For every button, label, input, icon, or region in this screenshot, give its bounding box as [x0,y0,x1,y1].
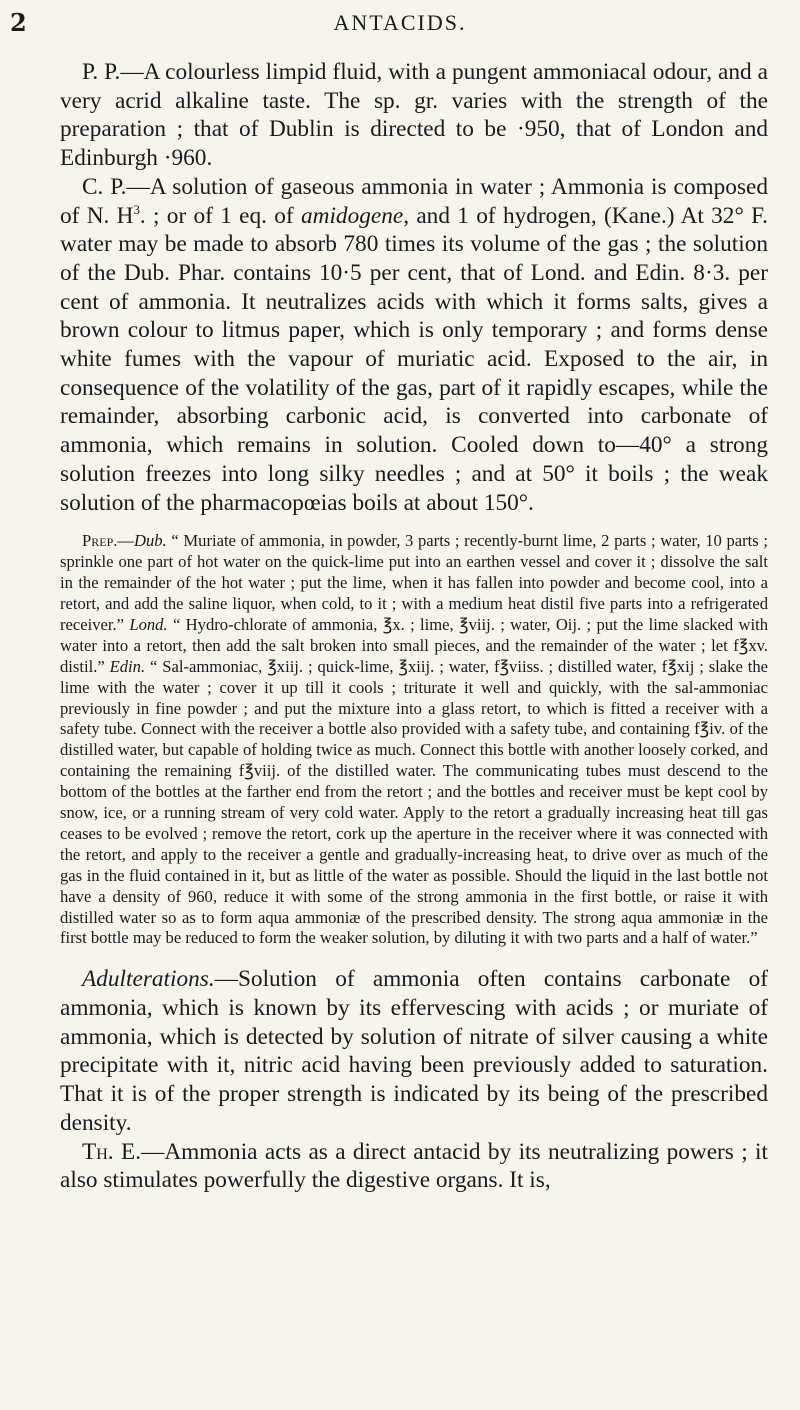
pp-text: —A colourless limpid fluid, with a pungent ammoniacal odour, and a very acrid alkaline taste. The sp. gr. varies with the strength of the preparation ; that of Dublin is directed to be ·950, that of London and Edinburgh ·960. [60,59,768,172]
pp-label: P. P. [82,59,121,85]
page-body [60,58,768,1195]
prep-edin: Edin. [109,656,146,676]
paragraph-adulterations [60,965,768,1137]
cp-text-2: . ; or of 1 eq. of [139,202,301,229]
paragraph-prep [60,531,768,949]
prep-label: Prep. [82,531,118,551]
page-number: 2 [10,8,27,37]
cp-amidogene: amidogene [300,202,404,229]
paragraph-th [60,1138,768,1195]
running-head: ANTACIDS. [333,10,467,35]
cp-label: C. P. [82,173,127,200]
adulterations-label: Adulterations. [82,966,215,993]
prep-dub: Dub. [133,531,167,551]
prep-dash: — [117,531,134,551]
prep-lond: Lond. [129,614,168,634]
prep-text-3: “ Sal-ammoniac, ℥xiij. ; quick-lime, ℥xiij. ; water, f℥viiss. ; distilled water, f℥xij ; slake the lime with the water ; cover it up till it cools ; triturate it well and quickly, with the sal-ammoniac previously in fine powder ; and put the mixture into a glass retort, to which is fitted a receiver with a safety tube. Connect with the receiver a bottle also provided with a safety tube, and containing f℥iv. of the distilled water, but capable of holding twice as much. Connect this bottle with another loosely corked, and containing the remaining f℥viij. of the distilled water. The communicating tubes must descend to the bottom of the bottles at the farther end from the retort ; and the bottles and receiver must be kept cool by snow, ice, or a running stream of very cold water. Apply to the retort a gradually increasing heat till gas ceases to be evolved ; remove the retort, cork up the aperture in the receiver where it was connected with the retort, and apply to the receiver a gentle and gradually-increasing heat, to drive over as much of the gas in the fluid contained in it, but as little of the water as possible. Should the liquid in the last bottle not have a density of 960, reduce it with some of the strong ammonia in the first bottle, or raise it with distilled water so as to form aqua ammoniæ of the prescribed density. The strong aqua ammoniæ in the first bottle may be reduced to form the weaker solution, by diluting it with two parts and a half of water.” [60,656,768,948]
paragraph-pp [60,58,768,173]
cp-text-3: , and 1 of hydrogen, (Kane.) At 32° F. water may be made to absorb 780 times its volume of the gas ; the solution of the Dub. Phar. contains 10·5 per cent, that of Lond. and Edin. 8·3. per cent of ammonia. It neutralizes acids with which it forms salts, gives a brown colour to litmus paper, which is only temporary ; and forms dense white fumes with the vapour of muriatic acid. Exposed to the air, in consequence of the volatility of the gas, part of it rapidly escapes, while the remainder, absorbing carbonic acid, is converted into carbonate of ammonia, which remains in solution. Cooled down to—40° a strong solution freezes into long silky needles ; and at 50° it boils ; the weak solution of the pharmacopœias boils at about 150°. [60,202,768,516]
prep-text-1: “ Muriate of ammonia, in powder, 3 parts ; recently-burnt lime, 2 parts ; water, 10 parts ; sprinkle one part of hot water on the quick-lime put into an earthen vessel and cover it ; dissolve the salt in the remainder of the hot water ; put the lime, when it has fallen into powder and become cool, into a retort, and add the saline liquor, when cold, to it ; with a medium heat distil five parts into a refrigerated receiver.” [60,531,768,634]
th-text: —Ammonia acts as a direct antacid by its neutralizing powers ; it also stimulates powerfully the digestive organs. It is, [60,1138,768,1194]
paragraph-cp [60,173,768,517]
prep-text-2: “ Hydro-chlorate of ammonia, ℥x. ; lime, ℥viij. ; water, Oij. ; put the lime slacked with water into a retort, then add the salt broken into small pieces, and the remainder of the water ; let f℥xv. distil.” [60,614,769,676]
cp-text-1: —A solution of gaseous ammonia in water ; Ammonia is composed of N. H [60,173,768,229]
cp-superscript: 3 [133,202,140,217]
adulterations-text: —Solution of ammonia often contains carbonate of ammonia, which is known by its effervescing with acids ; or muriate of ammonia, which is detected by solution of nitrate of silver causing a white precipitate with it, nitric acid having been previously added to saturation. That it is of the proper strength is indicated by its being of the prescribed density. [60,966,768,1136]
th-label: Th. E. [82,1138,142,1165]
